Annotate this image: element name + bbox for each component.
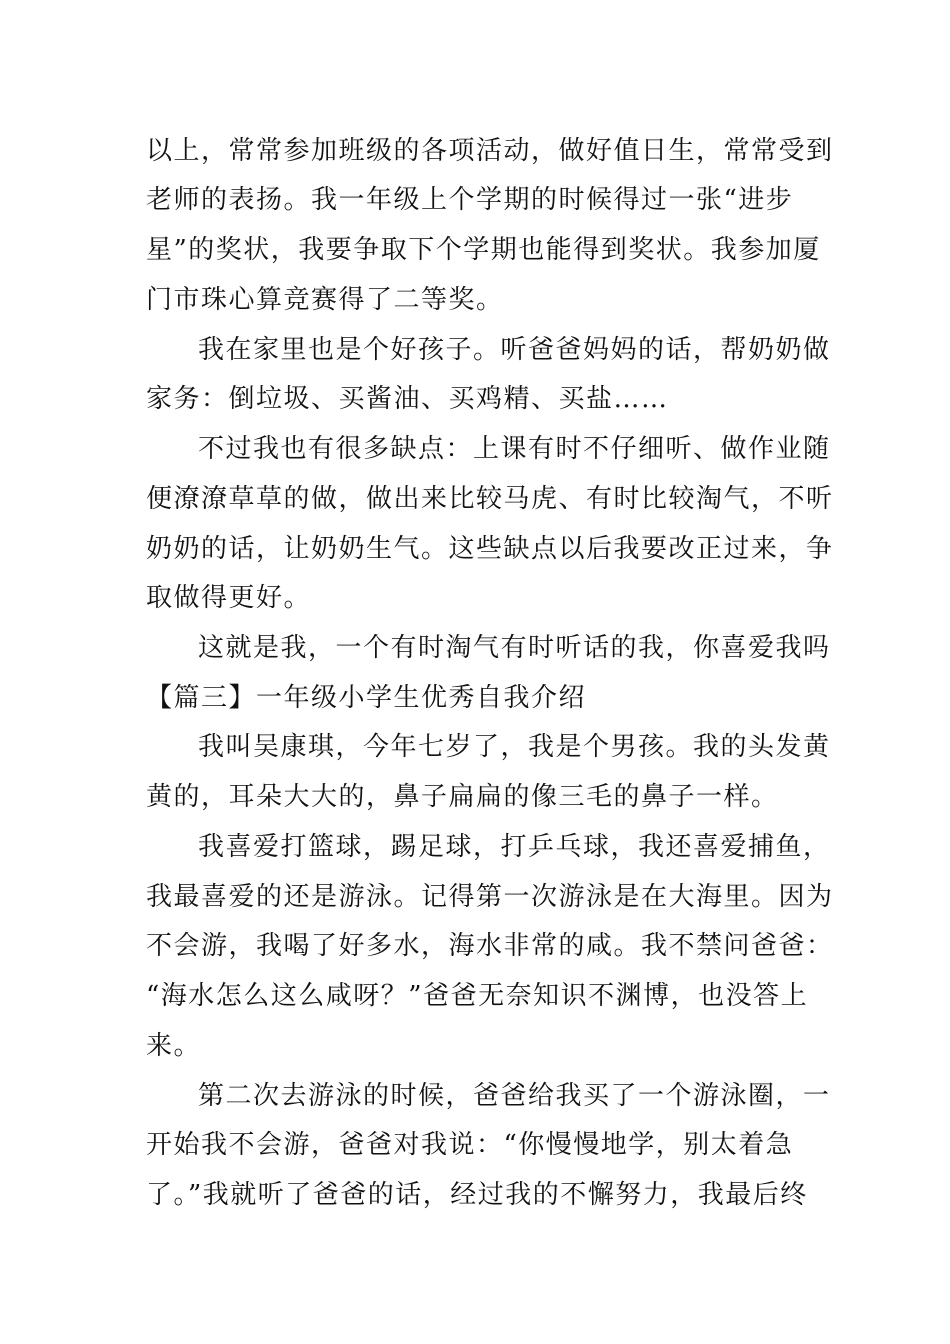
paragraph-first-line: 第二次去游泳的时候，爸爸给我买了一个游泳圈，一 bbox=[198, 1081, 831, 1111]
text-line: 老师的表扬。我一年级上个学期的时候得过一张“进步 bbox=[146, 185, 794, 215]
text-line: 家务：倒垃圾、买酱油、买鸡精、买盐…… bbox=[146, 384, 669, 414]
text-line: 黄的，耳朵大大的，鼻子扁扁的像三毛的鼻子一样。 bbox=[146, 782, 779, 812]
text-line: 以上，常常参加班级的各项活动，做好值日生，常常受到 bbox=[146, 136, 834, 166]
text-line: 了。”我就听了爸爸的话，经过我的不懈努力，我最后终 bbox=[146, 1180, 808, 1210]
text-line: 门市珠心算竞赛得了二等奖。 bbox=[146, 285, 504, 315]
paragraph-first-line: 我在家里也是个好孩子。听爸爸妈妈的话，帮奶奶做 bbox=[198, 335, 831, 365]
text-line: “海水怎么这么咸呀？”爸爸无奈知识不渊博，也没答上 bbox=[146, 981, 809, 1011]
text-line: 开始我不会游，爸爸对我说：“你慢慢地学，别太着急 bbox=[146, 1130, 794, 1160]
text-line: 奶奶的话，让奶奶生气。这些缺点以后我要改正过来，争 bbox=[146, 534, 834, 564]
paragraph-first-line: 不过我也有很多缺点：上课有时不仔细听、做作业随 bbox=[198, 434, 831, 464]
text-line: 星”的奖状，我要争取下个学期也能得到奖状。我参加厦 bbox=[146, 235, 821, 265]
text-line: 便潦潦草草的做，做出来比较马虎、有时比较淘气，不听 bbox=[146, 484, 834, 514]
section-heading: 【篇三】一年级小学生优秀自我介绍 bbox=[146, 683, 587, 713]
text-line: 取做得更好。 bbox=[146, 583, 312, 613]
paragraph-first-line: 这就是我，一个有时淘气有时听话的我，你喜爱我吗 bbox=[198, 633, 831, 663]
text-line: 来。 bbox=[146, 1031, 202, 1061]
text-line: 我最喜爱的还是游泳。记得第一次游泳是在大海里。因为 bbox=[146, 882, 834, 912]
paragraph-first-line: 我叫吴康琪，今年七岁了，我是个男孩。我的头发黄 bbox=[198, 732, 831, 762]
paragraph-first-line: 我喜爱打篮球，踢足球，打乒乓球，我还喜爱捕鱼， bbox=[198, 832, 831, 862]
text-line: 不会游，我喝了好多水，海水非常的咸。我不禁问爸爸： bbox=[146, 931, 834, 961]
